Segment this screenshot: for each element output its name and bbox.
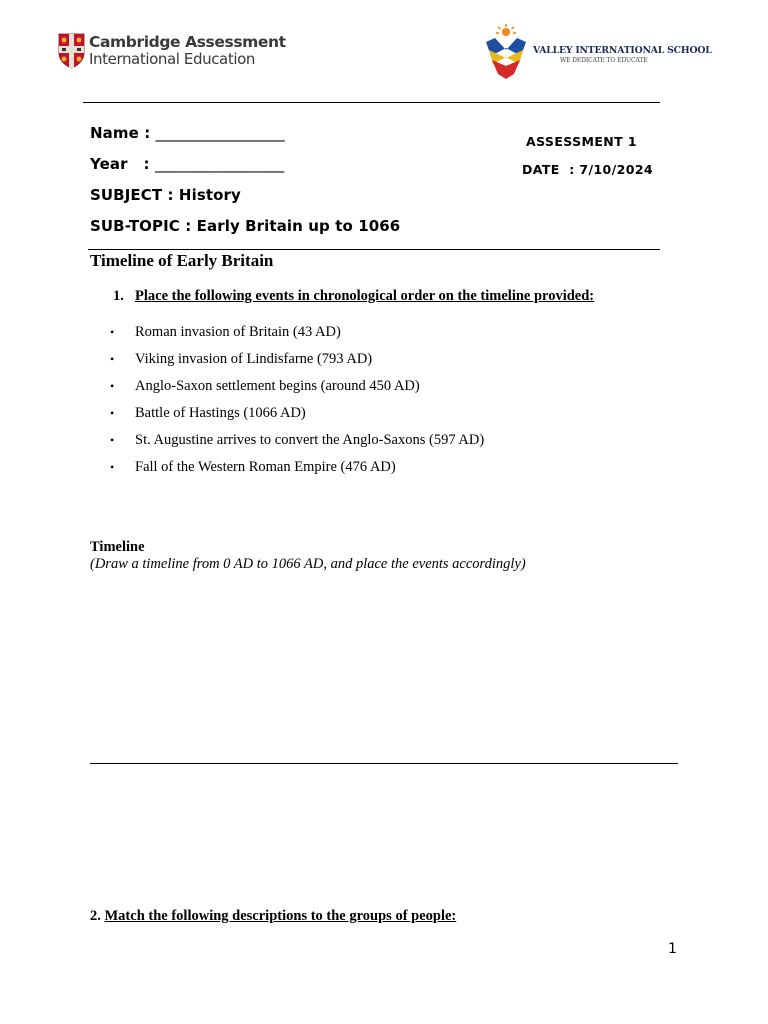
bullet-icon: •	[110, 379, 115, 393]
year-blank-line: _________________	[154, 155, 285, 173]
school-emblem-icon	[483, 24, 529, 80]
section-title: Timeline of Early Britain	[90, 251, 274, 270]
subtopic-line: SUB-TOPIC : Early Britain up to 1066	[90, 217, 401, 235]
bullet-icon: •	[110, 325, 115, 339]
list-item	[110, 431, 484, 458]
year-field	[90, 155, 284, 173]
cambridge-logo-line1: Cambridge Assessment	[89, 33, 286, 51]
event-text: Viking invasion of Lindisfarne (793 AD)	[135, 351, 373, 367]
name-blank-line: _________________	[155, 124, 285, 142]
timeline-title: Timeline	[90, 539, 145, 555]
subject-line: SUBJECT : History	[90, 186, 241, 204]
school-name: VALLEY INTERNATIONAL SCHOOL	[533, 44, 712, 56]
cambridge-shield-icon	[58, 33, 85, 69]
timeline-line	[90, 763, 678, 764]
event-text: St. Augustine arrives to convert the Anglo-Saxons (597 AD)	[135, 432, 485, 448]
bullet-icon: •	[110, 352, 115, 366]
header-divider	[83, 102, 660, 103]
list-item	[110, 323, 484, 350]
school-logo	[483, 24, 712, 80]
question-1	[113, 288, 594, 305]
question-2-text: Match the following descriptions to the groups of people:	[104, 908, 457, 924]
list-item	[110, 377, 484, 404]
event-text: Roman invasion of Britain (43 AD)	[135, 324, 341, 340]
name-label: Name :	[90, 124, 156, 142]
event-text: Anglo-Saxon settlement begins (around 450 AD)	[135, 378, 420, 394]
event-text: Fall of the Western Roman Empire (476 AD)	[135, 459, 396, 475]
page-number: 1	[668, 941, 677, 957]
question-2	[90, 908, 456, 925]
timeline-instruction: (Draw a timeline from 0 AD to 1066 AD, and place the events accordingly)	[90, 556, 526, 572]
cambridge-logo	[58, 33, 286, 69]
name-field	[90, 124, 285, 142]
school-motto: WE DEDICATE TO EDUCATE	[560, 56, 648, 64]
year-label: Year :	[90, 155, 155, 173]
question-2-number: 2.	[90, 908, 105, 924]
bullet-icon: •	[110, 460, 115, 474]
cambridge-logo-line2: International Education	[89, 50, 255, 68]
bullet-icon: •	[110, 433, 115, 447]
info-divider	[88, 249, 660, 250]
assessment-date: DATE : 7/10/2024	[522, 162, 654, 177]
list-item	[110, 458, 484, 485]
question-1-text: Place the following events in chronological order on the timeline provided:	[135, 288, 595, 304]
list-item	[110, 404, 484, 431]
events-list	[110, 323, 484, 485]
event-text: Battle of Hastings (1066 AD)	[135, 405, 306, 421]
question-1-number: 1.	[113, 288, 124, 304]
assessment-label: ASSESSMENT 1	[526, 134, 637, 149]
bullet-icon: •	[110, 406, 115, 420]
list-item	[110, 350, 484, 377]
